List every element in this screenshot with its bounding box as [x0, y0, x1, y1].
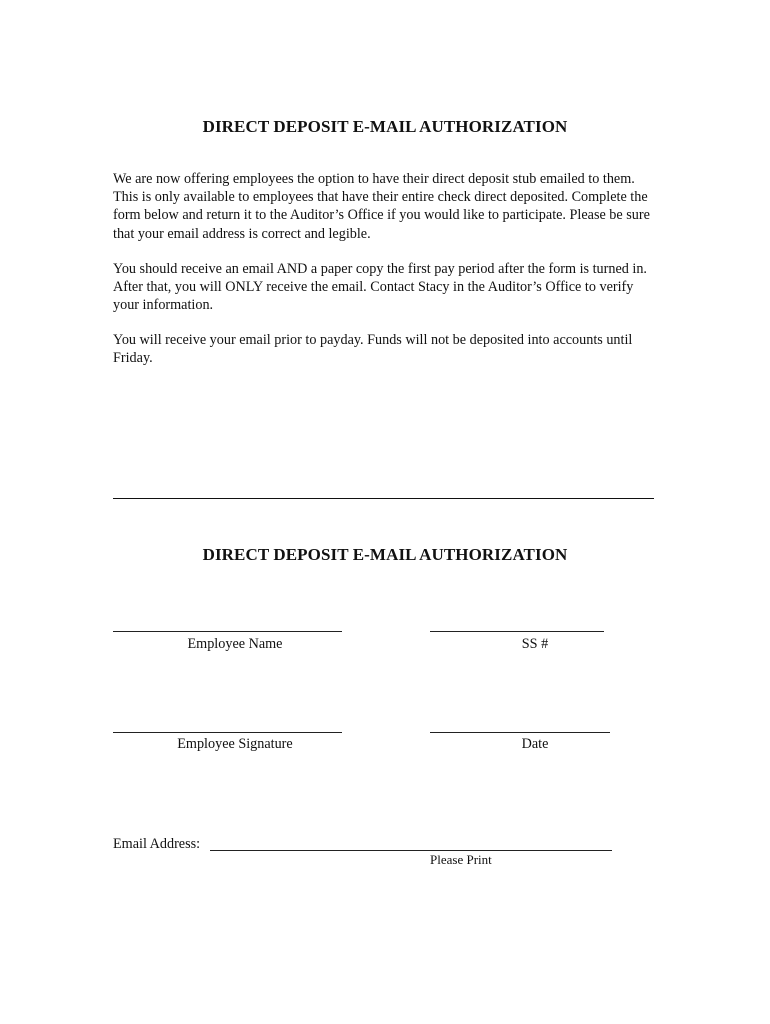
- form-title: DIRECT DEPOSIT E-MAIL AUTHORIZATION: [202, 545, 568, 564]
- cut-line-divider: [113, 498, 654, 499]
- email-address-label: Email Address:: [113, 836, 201, 852]
- date-label: Date: [521, 736, 549, 752]
- date-field[interactable]: [430, 732, 610, 733]
- employee-name-field[interactable]: [113, 631, 342, 632]
- employee-name-label: Employee Name: [187, 636, 283, 652]
- email-address-field[interactable]: [210, 850, 612, 851]
- ss-number-field[interactable]: [430, 631, 604, 632]
- intro-paragraph: We are now offering employees the option to have their direct deposit stub emailed to them. This is only available to employees that have their entire check direct deposited. Complete the form below and return it to the Auditor’s Office if you would like to participate. Please be sure that your email address is correct and legible.: [113, 171, 650, 242]
- email-schedule-paragraph: You should receive an email AND a paper copy the first pay period after the form is turned in. After that, you will ONLY receive the email. Contact Stacy in the Auditor’s Office to verify your information.: [113, 261, 647, 314]
- employee-signature-label: Employee Signature: [177, 736, 293, 752]
- payday-paragraph: You will receive your email prior to payday. Funds will not be deposited into accounts until Friday.: [113, 332, 633, 367]
- please-print-note: Please Print: [430, 852, 492, 867]
- ss-number-label: SS #: [521, 636, 549, 652]
- document-title: DIRECT DEPOSIT E-MAIL AUTHORIZATION: [202, 117, 568, 136]
- employee-signature-field[interactable]: [113, 732, 342, 733]
